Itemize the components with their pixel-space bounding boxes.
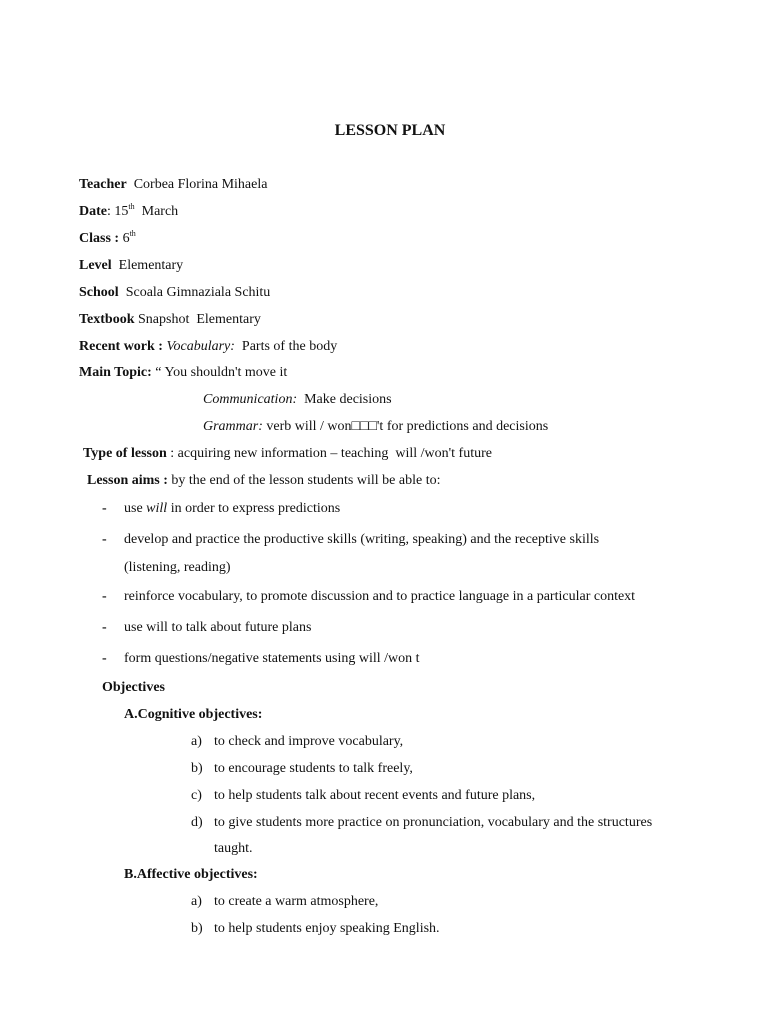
class-line — [79, 230, 136, 248]
date-line — [79, 203, 178, 221]
cognitive-item-a: to check and improve vocabulary, — [214, 734, 404, 749]
grammar-value: verb will / won□□□'t for predictions and decisions — [266, 419, 549, 434]
page-title: LESSON PLAN — [334, 122, 446, 139]
main-topic-line — [79, 364, 287, 382]
communication-label: Communication: — [203, 392, 298, 407]
cognitive-mark-a: a) — [191, 734, 202, 749]
recent-work-value: Parts of the body — [241, 339, 338, 354]
cognitive-item-d-line-2: taught. — [214, 841, 253, 856]
grammar-label: Grammar: — [203, 419, 263, 434]
type-of-lesson-value: : acquiring new information – teaching will /won't future — [170, 446, 492, 461]
objectives-heading-text: Objectives — [102, 680, 165, 695]
school-label: School — [79, 285, 119, 300]
aim-1-pre: use — [124, 501, 147, 516]
teacher-label: Teacher — [79, 177, 127, 192]
lesson-aims-value: by the end of the lesson students will be able to: — [171, 473, 441, 488]
type-of-lesson-line — [83, 445, 492, 463]
affective-item-a: to create a warm atmosphere, — [214, 894, 379, 909]
aim-1-post: in order to express predictions — [167, 501, 341, 516]
teacher-value: Corbea Florina Mihaela — [133, 177, 268, 192]
level-line — [79, 257, 183, 275]
date-sup: th — [128, 202, 135, 211]
cognitive-item-b: to encourage students to talk freely, — [214, 761, 413, 776]
recent-work-italic: Vocabulary: — [166, 339, 235, 354]
main-topic-label: Main Topic: — [79, 365, 152, 380]
affective-mark-b: b) — [191, 921, 203, 936]
cognitive-item-c: to help students talk about recent events and future plans, — [214, 788, 536, 803]
affective-heading-text: B.Affective objectives: — [124, 867, 258, 882]
aim-1 — [124, 500, 340, 518]
cognitive-mark-d: d) — [191, 815, 203, 830]
aim-bullet: - — [102, 532, 107, 547]
teacher-line — [79, 176, 267, 194]
communication-value: Make decisions — [304, 392, 392, 407]
aim-bullet: - — [102, 651, 107, 666]
affective-heading — [124, 866, 258, 884]
textbook-label: Textbook — [79, 312, 135, 327]
lesson-aims-label: Lesson aims : — [87, 473, 168, 488]
grammar-line — [203, 418, 548, 436]
date-month: March — [141, 204, 179, 219]
objectives-heading — [102, 679, 165, 697]
cognitive-mark-b: b) — [191, 761, 203, 776]
class-sup: th — [129, 229, 136, 238]
cognitive-item-d: to give students more practice on pronunciation, vocabulary and the structures — [214, 815, 653, 830]
recent-work-line — [79, 338, 337, 356]
recent-work-label: Recent work : — [79, 339, 163, 354]
date-day: 15 — [114, 204, 129, 219]
school-value: Scoala Gimnaziala Schitu — [125, 285, 271, 300]
date-label: Date — [79, 204, 107, 219]
cognitive-mark-c: c) — [191, 788, 202, 803]
class-value: 6 — [122, 231, 130, 246]
class-label: Class : — [79, 231, 120, 246]
affective-item-b: to help students enjoy speaking English. — [214, 921, 440, 936]
type-of-lesson-label: Type of lesson — [83, 446, 167, 461]
lesson-aims-line — [87, 472, 440, 490]
aim-1-italic: will — [146, 501, 168, 516]
date-sep: : — [107, 204, 111, 219]
communication-line — [203, 391, 392, 409]
textbook-line — [79, 311, 261, 329]
aim-bullet: - — [102, 501, 107, 516]
aim-2-line-2: (listening, reading) — [124, 560, 231, 575]
cognitive-heading — [124, 706, 262, 724]
aim-4: use will to talk about future plans — [124, 620, 312, 635]
aim-bullet: - — [102, 589, 107, 604]
school-line — [79, 284, 270, 302]
textbook-value: Snapshot Elementary — [138, 312, 261, 327]
aim-3: reinforce vocabulary, to promote discussion and to practice language in a particular context — [124, 589, 636, 604]
level-value: Elementary — [118, 258, 184, 273]
level-label: Level — [79, 258, 112, 273]
aim-5: form questions/negative statements using will /won t — [124, 651, 420, 666]
aim-bullet: - — [102, 620, 107, 635]
main-topic-value: “ You shouldn't move it — [155, 365, 288, 380]
cognitive-heading-text: A.Cognitive objectives: — [124, 707, 263, 722]
affective-mark-a: a) — [191, 894, 202, 909]
aim-2-line-1: develop and practice the productive skills (writing, speaking) and the receptive skills — [124, 532, 600, 547]
